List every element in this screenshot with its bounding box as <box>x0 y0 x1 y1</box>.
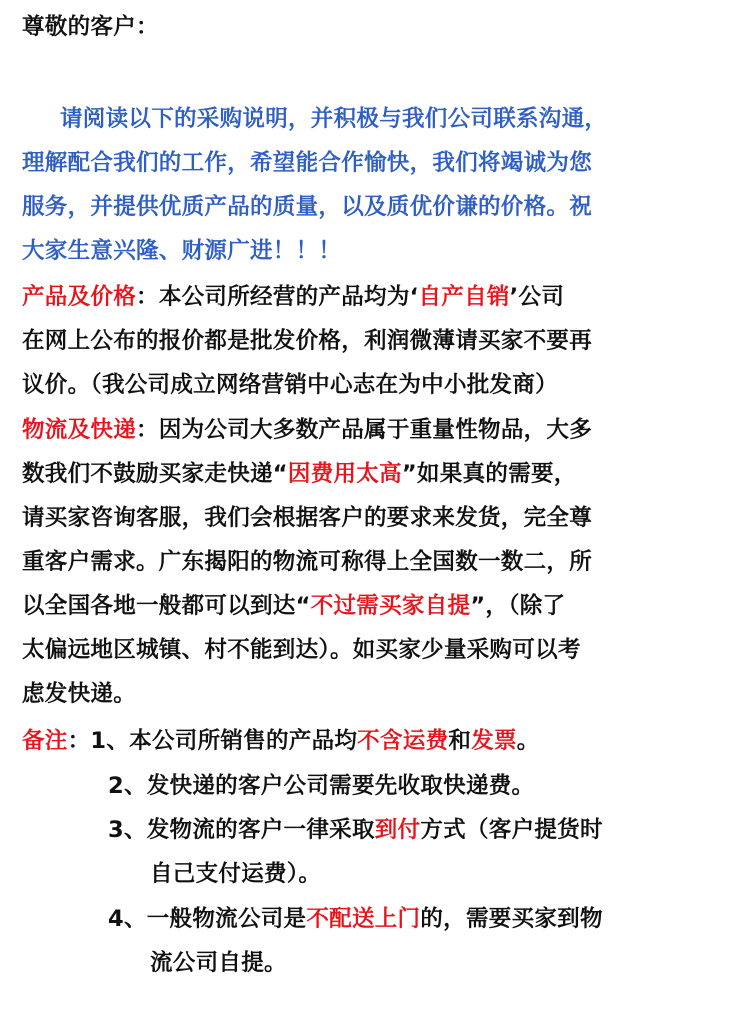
intro-line-2: 理解配合我们的工作，希望能合作愉快，我们将竭诚为您 <box>22 150 593 176</box>
note-4-continued: 流公司自提。 <box>150 950 287 976</box>
note-3 <box>108 815 603 845</box>
logistics-heading: 物流及快递 <box>22 417 137 443</box>
price-line-3: 议价。（我公司成立网络营销中心志在为中小批发商） <box>22 372 558 398</box>
logistics-line-7: 虑发快递。 <box>22 681 137 707</box>
note-text: 。 <box>516 728 540 754</box>
price-highlight: 自产自销 <box>418 284 510 310</box>
note-text: 4、一般物流公司是 <box>108 906 307 932</box>
logistics-line-2 <box>22 459 577 489</box>
logistics-line-3: 请买家咨询客服，我们会根据客户的要求来发货，完全尊 <box>22 505 593 531</box>
logistics-text: 数我们不鼓励买家走快递“ <box>22 461 288 487</box>
logistics-highlight: 不过需买家自提 <box>310 593 471 619</box>
price-heading: 产品及价格 <box>22 284 137 310</box>
note-highlight: 不含运费 <box>357 728 449 754</box>
note-text: 方式（客户提货时 <box>420 817 603 843</box>
price-text: ：本公司所经营的产品均为‘ <box>136 284 419 310</box>
price-line-2: 在网上公布的报价都是批发价格，利润微薄请买家不要再 <box>22 328 593 354</box>
logistics-text: 以全国各地一般都可以到达“ <box>22 593 311 619</box>
logistics-highlight: 因费用太高 <box>287 461 402 487</box>
logistics-text: ”如果真的需要， <box>401 461 577 487</box>
notes-heading: 备注 <box>22 728 68 754</box>
note-highlight: 发票 <box>471 728 517 754</box>
logistics-line-5 <box>22 591 565 621</box>
note-highlight: 不配送上门 <box>306 906 421 932</box>
logistics-line-6: 太偏远地区城镇、村不能到达）。如买家少量采购可以考 <box>22 637 581 663</box>
note-text: 的，需要买家到物 <box>420 906 603 932</box>
note-highlight: 到付 <box>374 817 421 843</box>
note-2: 2、发快递的客户公司需要先收取快递费。 <box>108 773 535 799</box>
price-text: ’公司 <box>509 284 565 310</box>
logistics-text: ：因为公司大多数产品属于重量性物品，大多 <box>136 417 593 443</box>
intro-line-1: 请阅读以下的采购说明，并积极与我们公司联系沟通， <box>60 106 608 132</box>
price-line-1 <box>22 282 564 312</box>
logistics-text: ”，（除了 <box>470 593 566 619</box>
note-4 <box>108 904 603 934</box>
note-text: 3、发物流的客户一律采取 <box>108 817 375 843</box>
logistics-line-1 <box>22 415 592 445</box>
greeting: 尊敬的客户： <box>22 14 159 40</box>
note-text: 和 <box>448 728 472 754</box>
intro-line-3: 服务，并提供优质产品的质量，以及质优价谦的价格。祝 <box>22 194 593 220</box>
note-3-continued: 自己支付运费）。 <box>150 861 322 887</box>
intro-line-4: 大家生意兴隆、财源广进！！！ <box>22 238 342 264</box>
logistics-line-4: 重客户需求。广东揭阳的物流可称得上全国数一数二，所 <box>22 549 593 575</box>
note-text: ：1、本公司所销售的产品均 <box>67 728 358 754</box>
note-1 <box>22 726 540 756</box>
